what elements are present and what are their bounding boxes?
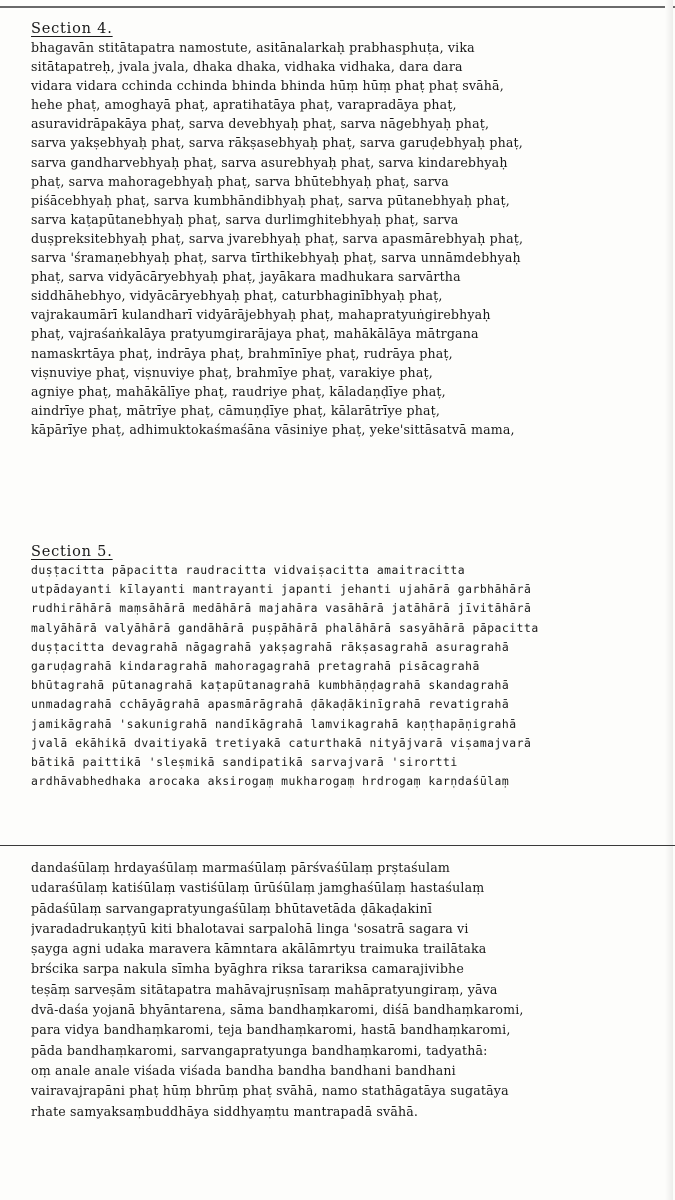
text-line: dvā-daśa yojanā bhyāntarena, sāma bandhaṃkaromi, diśā bandhaṃkaromi, [31,1002,524,1018]
section-5-heading: Section 5. [31,544,113,560]
text-line: ṣayga agni udaka maravera kāmntara akālāmrtyu traimuka trailātaka [31,941,487,957]
text-line: ardhāvabhedhaka arocaka aksirogaṃ mukharogaṃ hrdrogaṃ karṇdaśūlaṃ [31,774,510,789]
text-line: kāpārīye phaṭ, adhimuktokaśmaśāna vāsiniye phaṭ, yeke'sittāsatvā mama, [31,421,515,437]
text-line: duṣpreksitebhyaḥ phaṭ, sarva jvarebhyaḥ phaṭ, sarva apasmārebhyaḥ phaṭ, [31,230,524,246]
text-line: aindrīye phaṭ, mātrīye phaṭ, cāmuṇḍīye phaṭ, kālarātrīye phaṭ, [31,402,441,418]
page-break-rule [0,845,675,846]
text-line: sarva gandharvebhyaḥ phaṭ, sarva asurebhyaḥ phaṭ, sarva kindarebhyaḥ [31,154,508,170]
text-line: piśācebhyaḥ phaṭ, sarva kumbhāndibhyaḥ phaṭ, sarva pūtanebhyaḥ phaṭ, [31,192,510,208]
text-line: pāda bandhaṃkaromi, sarvangapratyunga bandhaṃkaromi, tadyathā: [31,1042,488,1058]
text-line: agniye phaṭ, mahākālīye phaṭ, raudriye phaṭ, kāladaṇḍīye phaṭ, [31,383,446,399]
text-line: oṃ anale anale viśada viśada bandha bandha bandhani bandhani [31,1062,456,1078]
text-line: vairavajrapāni phaṭ hūṃ bhrūṃ phaṭ svāhā, namo stathāgatāya sugatāya [31,1083,509,1099]
text-line: jamikāgrahā 'sakunigrahā nandīkāgrahā lamvikagrahā kaṇṭhapāṇigrahā [31,716,517,731]
text-line: unmadagrahā cchāyāgrahā apasmārāgrahā ḍākaḍākinīgrahā revatigrahā [31,697,510,712]
text-line: rudhirāhārā maṃsāhārā medāhārā majahāra vasāhārā jatāhārā jīvitāhārā [31,601,532,616]
text-line: sarva 'śramaṇebhyaḥ phaṭ, sarva tīrthikebhyaḥ phaṭ, sarva unnāmdebhyaḥ [31,250,521,266]
text-line: vajrakaumārī kulandharī vidyārājebhyaḥ phaṭ, mahapratyuṅgirebhyaḥ [31,307,491,323]
text-line: sitātapatreḥ, jvala jvala, dhaka dhaka, vidhaka vidhaka, dara dara [31,59,463,75]
text-line: teṣāṃ sarveṣām sitātapatra mahāvajruṣnīsaṃ mahāpratyungiraṃ, yāva [31,981,498,997]
text-line: hehe phaṭ, amoghayā phaṭ, apratihatāya phaṭ, varapradāya phaṭ, [31,97,457,113]
text-line: udaraśūlaṃ katiśūlaṃ vastiśūlaṃ ūrūśūlaṃ jamghaśūlaṃ hastaśulaṃ [31,880,485,896]
text-line: sarva kaṭapūtanebhyaḥ phaṭ, sarva durlimghitebhyaḥ phaṭ, sarva [31,211,459,227]
section-4-heading: Section 4. [31,21,113,37]
section-4-body [31,38,651,439]
text-line: dandaśūlaṃ hrdayaśūlaṃ marmaśūlaṃ pārśvaśūlaṃ prṣtaśulam [31,860,450,875]
text-line: utpādayanti kīlayanti mantrayanti japanti jehanti ujahārā garbhāhārā [31,582,532,597]
text-line: brścika sarpa nakula sīmha byāghra riksa tarariksa camarajivibhe [31,961,464,977]
text-line: duṣṭacitta pāpacitta raudracitta vidvaiṣacitta amaitracitta [31,563,466,577]
top-scan-rule [0,6,675,8]
text-line: phaṭ, sarva vidyācāryebhyaḥ phaṭ, jayākara madhukara sarvārtha [31,269,461,285]
text-line: duṣṭacitta devagrahā nāgagrahā yakṣagrahā rākṣasagrahā asuragrahā [31,639,510,654]
section-5-body [31,561,651,791]
continuation-body [31,858,651,1122]
text-line: namaskrtāya phaṭ, indrāya phaṭ, brahmīnīye phaṭ, rudrāya phaṭ, [31,345,453,361]
section-5 [31,543,651,791]
text-line: siddhāhebhyo, vidyācāryebhyaḥ phaṭ, caturbhaginībhyaḥ phaṭ, [31,288,443,304]
continuation-page [31,858,651,1122]
section-4 [31,20,651,439]
right-page-edge [665,0,673,1200]
text-line: phaṭ, sarva mahoragebhyaḥ phaṭ, sarva bhūtebhyaḥ phaṭ, sarva [31,173,449,189]
text-line: jvaradadrukaṇṭyū kiti bhalotavai sarpalohā linga 'sosatrā sagara vi [31,920,469,936]
text-line: sarva yakṣebhyaḥ phaṭ, sarva rākṣasebhyaḥ phaṭ, sarva garuḍebhyaḥ phaṭ, [31,135,523,151]
text-line: malyāhārā valyāhārā gandāhārā puṣpāhārā phalāhārā sasyāhārā pāpacitta [31,620,539,635]
text-line: jvalā ekāhikā dvaitiyakā tretiyakā caturthakā nityājvarā viṣamajvarā [31,735,532,750]
text-line: bhagavān stitātapatra namostute, asitānalarkaḥ prabhasphuṭa, vika [31,40,475,55]
text-line: garuḍagrahā kindaragrahā mahoragagrahā pretagrahā pisācagrahā [31,658,480,673]
text-line: pādaśūlaṃ sarvangapratyungaśūlaṃ bhūtavetāda ḍākaḍakinī [31,900,432,916]
text-line: para vidya bandhaṃkaromi, teja bandhaṃkaromi, hastā bandhaṃkaromi, [31,1022,511,1038]
text-line: bhūtagrahā pūtanagrahā kaṭapūtanagrahā kumbhāṇḍagrahā skandagrahā [31,678,510,693]
text-line: phaṭ, vajraśaṅkalāya pratyumgirarājaya phaṭ, mahākālāya mātrgana [31,326,479,342]
text-line: rhate samyaksaṃbuddhāya siddhyaṃtu mantrapadā svāhā. [31,1103,419,1119]
text-line: viṣnuviye phaṭ, viṣnuviye phaṭ, brahmīye phaṭ, varakiye phaṭ, [31,364,433,380]
text-line: vidara vidara cchinda cchinda bhinda bhinda hūṃ hūṃ phaṭ phaṭ svāhā, [31,78,504,94]
text-line: asuravidrāpakāya phaṭ, sarva devebhyaḥ phaṭ, sarva nāgebhyaḥ phaṭ, [31,116,490,132]
text-line: bātikā paittikā 'sleṣmikā sandipatikā sarvajvarā 'sirortti [31,754,458,769]
